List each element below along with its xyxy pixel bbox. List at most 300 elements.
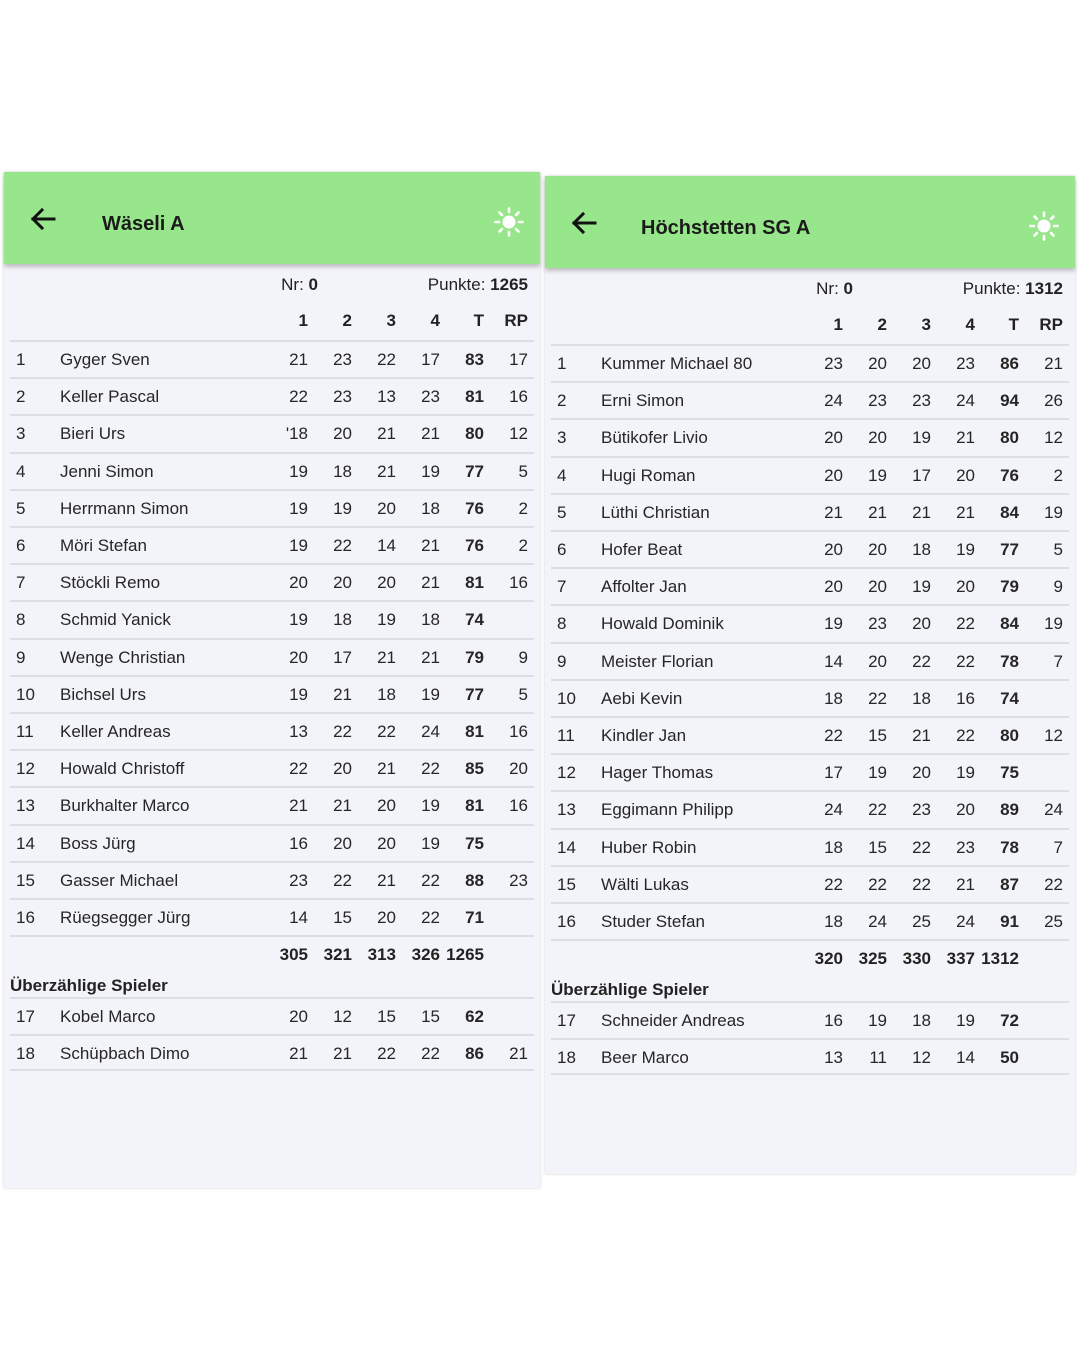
series-score: 22	[333, 536, 352, 555]
series-total: 305	[279, 945, 308, 965]
series-score: 19	[289, 684, 308, 704]
series-score: 23	[289, 870, 308, 890]
total-score: 76	[1000, 465, 1019, 485]
total-score: 83	[465, 350, 484, 369]
series-score: 21	[377, 461, 396, 481]
table-row[interactable]	[551, 456, 1069, 493]
player-name: Wälti Lukas	[601, 874, 689, 894]
series-score: 15	[377, 1007, 396, 1027]
nr-display	[281, 270, 318, 300]
rank-points: 21	[509, 1044, 528, 1064]
rank-points: 16	[509, 387, 528, 407]
series-total: 1312	[981, 949, 1019, 969]
series-score: 20	[868, 428, 887, 448]
series-total: 321	[323, 945, 352, 965]
player-rank: 4	[16, 461, 26, 481]
rank-points: 26	[1044, 391, 1063, 411]
series-score: 20	[377, 908, 396, 927]
rank-points: 9	[518, 647, 528, 667]
player-rank: 2	[557, 391, 567, 411]
series-score: 21	[421, 647, 440, 667]
player-rank: 13	[557, 800, 576, 820]
player-name: Keller Pascal	[60, 387, 160, 407]
series-score: 19	[868, 763, 887, 783]
player-rank: 7	[557, 577, 567, 597]
player-rank: 3	[557, 428, 567, 448]
table-row[interactable]	[551, 902, 1069, 939]
series-score: 19	[289, 461, 308, 481]
column-header: 1	[833, 315, 843, 334]
extra-players-heading: Überzählige Spieler	[551, 980, 709, 1000]
series-score: 25	[912, 912, 931, 931]
series-score: 18	[912, 1011, 931, 1031]
player-name: Bichsel Urs	[60, 684, 146, 704]
series-score: 18	[333, 461, 352, 481]
table-row[interactable]	[10, 563, 534, 600]
series-score: 20	[912, 354, 931, 373]
rank-points: 21	[1044, 354, 1063, 373]
series-score: 21	[377, 647, 396, 667]
series-score: 19	[377, 610, 396, 630]
series-score: 21	[912, 726, 931, 745]
table-row[interactable]	[551, 1038, 1069, 1075]
series-score: 18	[421, 498, 440, 518]
series-score: 20	[956, 465, 975, 485]
series-score: 24	[824, 800, 843, 820]
player-name: Boss Jürg	[60, 833, 136, 853]
series-score: 20	[868, 577, 887, 597]
series-score: 22	[377, 350, 396, 369]
back-arrow-icon[interactable]	[28, 204, 58, 234]
series-total: 337	[946, 949, 975, 969]
total-score: 81	[465, 573, 484, 593]
player-rank: 16	[557, 912, 576, 931]
series-score: 17	[333, 647, 352, 667]
team-panel-hoechstetten	[545, 176, 1075, 1174]
series-score: 19	[912, 577, 931, 597]
points-display	[428, 270, 528, 300]
column-header: 3	[921, 315, 931, 334]
series-score: 20	[333, 759, 352, 779]
player-rank: 15	[16, 870, 35, 890]
summary-header	[551, 274, 1069, 304]
player-name: Bütikofer Livio	[601, 428, 708, 448]
series-score: 24	[956, 912, 975, 931]
player-rank: 7	[16, 573, 26, 593]
nr-value: 0	[843, 279, 853, 298]
player-rank: 3	[16, 424, 26, 444]
team-panel-waeseli	[4, 172, 540, 1188]
player-name: Burkhalter Marco	[60, 796, 190, 816]
player-name: Gasser Michael	[60, 870, 179, 890]
nr-label: Nr:	[816, 279, 839, 298]
table-row[interactable]	[551, 828, 1069, 865]
series-score: 19	[868, 1011, 887, 1031]
player-name: Herrmann Simon	[60, 498, 189, 518]
series-score: 23	[868, 391, 887, 411]
player-rank: 12	[557, 763, 576, 783]
rank-points: 12	[1044, 726, 1063, 745]
series-score: 22	[289, 759, 308, 779]
player-rank: 15	[557, 874, 576, 894]
table-row[interactable]	[10, 712, 534, 749]
app-bar	[4, 172, 540, 264]
player-rank: 14	[557, 837, 576, 857]
series-score: 19	[912, 428, 931, 448]
series-score: 21	[421, 424, 440, 444]
player-rank: 9	[557, 651, 567, 671]
rank-points: 16	[509, 796, 528, 816]
total-score: 81	[465, 387, 484, 407]
total-score: 74	[465, 610, 484, 630]
rank-points: 2	[518, 536, 528, 555]
series-score: 14	[824, 651, 843, 671]
total-score: 77	[465, 684, 484, 704]
series-score: 21	[377, 759, 396, 779]
table-row[interactable]	[10, 1034, 534, 1071]
series-score: 22	[421, 908, 440, 927]
series-total: 320	[814, 949, 843, 969]
total-score: 84	[1000, 502, 1019, 522]
series-score: 24	[421, 722, 440, 741]
series-score: 23	[956, 354, 975, 373]
player-name: Huber Robin	[601, 837, 697, 857]
points-label: Punkte:	[427, 275, 486, 294]
player-name: Rüegsegger Jürg	[60, 908, 191, 927]
series-score: 18	[377, 684, 396, 704]
total-score: 80	[1000, 726, 1019, 745]
points-display	[963, 274, 1063, 304]
series-score: 17	[824, 763, 843, 783]
series-score: 19	[956, 763, 975, 783]
total-score: 77	[1000, 540, 1019, 559]
player-name: Schneider Andreas	[601, 1011, 745, 1031]
series-score: 22	[421, 759, 440, 779]
table-row[interactable]	[551, 381, 1069, 418]
table-row[interactable]	[10, 452, 534, 489]
total-score: 76	[465, 498, 484, 518]
rank-points: 22	[1044, 874, 1063, 894]
player-rank: 17	[16, 1007, 35, 1027]
series-score: 21	[824, 502, 843, 522]
table-row[interactable]	[551, 1001, 1069, 1038]
series-score: 21	[289, 1044, 308, 1064]
series-score: 20	[289, 647, 308, 667]
series-score: 18	[824, 837, 843, 857]
series-score: 19	[421, 684, 440, 704]
series-score: 23	[912, 800, 931, 820]
totals-row	[551, 939, 1069, 975]
column-headers	[551, 308, 1069, 342]
table-row[interactable]	[10, 824, 534, 861]
table-row[interactable]	[551, 753, 1069, 790]
table-row[interactable]	[10, 861, 534, 898]
series-score: 18	[421, 610, 440, 630]
player-rank: 8	[557, 614, 567, 634]
series-score: 14	[956, 1048, 975, 1068]
series-score: 20	[377, 833, 396, 853]
rank-points: 12	[509, 424, 528, 444]
total-score: 87	[1000, 874, 1019, 894]
series-score: 23	[868, 614, 887, 634]
player-name: Schüpbach Dimo	[60, 1044, 190, 1064]
table-row[interactable]	[551, 716, 1069, 753]
table-row[interactable]	[551, 530, 1069, 567]
series-score: 22	[956, 651, 975, 671]
column-header: 2	[342, 311, 352, 330]
total-score: 79	[1000, 577, 1019, 597]
table-row[interactable]	[551, 790, 1069, 827]
series-score: 17	[421, 350, 440, 369]
series-score: 21	[956, 874, 975, 894]
total-score: 94	[1000, 391, 1019, 411]
player-rank: 14	[16, 833, 35, 853]
series-score: 22	[868, 800, 887, 820]
table-row[interactable]	[551, 567, 1069, 604]
series-score: 20	[824, 577, 843, 597]
nr-display	[816, 274, 853, 304]
sun-icon[interactable]	[494, 207, 524, 237]
player-name: Meister Florian	[601, 651, 714, 671]
table-row[interactable]	[10, 414, 534, 451]
series-score: '18	[285, 424, 308, 444]
series-score: 21	[289, 796, 308, 816]
table-row[interactable]	[10, 340, 534, 377]
player-rank: 2	[16, 387, 26, 407]
summary-header	[10, 270, 534, 300]
series-score: 22	[289, 387, 308, 407]
series-score: 21	[421, 536, 440, 555]
series-score: 20	[824, 540, 843, 559]
table-row[interactable]	[551, 865, 1069, 902]
series-score: 21	[868, 502, 887, 522]
series-score: 19	[824, 614, 843, 634]
series-score: 22	[377, 722, 396, 741]
series-score: 16	[824, 1011, 843, 1031]
series-score: 21	[377, 870, 396, 890]
player-name: Wenge Christian	[60, 647, 186, 667]
series-score: 20	[868, 540, 887, 559]
rank-points: 24	[1044, 800, 1063, 820]
series-score: 22	[956, 614, 975, 634]
points-value: 1265	[490, 275, 528, 294]
player-name: Bieri Urs	[60, 424, 126, 444]
rank-points: 20	[509, 759, 528, 779]
player-name: Kobel Marco	[60, 1007, 156, 1027]
series-score: 16	[289, 833, 308, 853]
player-rank: 5	[557, 502, 567, 522]
series-score: 21	[377, 424, 396, 444]
column-header: T	[1008, 315, 1019, 334]
player-name: Erni Simon	[601, 391, 685, 411]
series-score: 14	[377, 536, 396, 555]
player-name: Beer Marco	[601, 1048, 689, 1068]
total-score: 62	[465, 1007, 484, 1027]
player-name: Studer Stefan	[601, 912, 705, 931]
player-name: Hager Thomas	[601, 763, 714, 783]
series-score: 22	[912, 874, 931, 894]
series-score: 21	[333, 796, 352, 816]
series-score: 12	[333, 1007, 352, 1027]
rank-points: 17	[509, 350, 528, 369]
series-score: 21	[956, 502, 975, 522]
table-row[interactable]	[551, 418, 1069, 455]
series-score: 18	[912, 688, 931, 708]
player-rank: 4	[557, 465, 567, 485]
table-row[interactable]	[10, 526, 534, 563]
series-score: 21	[289, 350, 308, 369]
series-score: 24	[956, 391, 975, 411]
series-score: 19	[289, 498, 308, 518]
table-row[interactable]	[551, 344, 1069, 381]
total-score: 74	[1000, 688, 1019, 708]
series-score: 19	[956, 1011, 975, 1031]
series-score: 20	[333, 833, 352, 853]
series-total: 330	[902, 949, 931, 969]
table-row[interactable]	[10, 997, 534, 1034]
series-score: 18	[824, 688, 843, 708]
player-name: Affolter Jan	[601, 577, 687, 597]
series-score: 22	[333, 870, 352, 890]
table-row[interactable]	[551, 604, 1069, 641]
column-header: 4	[430, 311, 440, 330]
rank-points: 5	[518, 684, 528, 704]
series-score: 21	[956, 428, 975, 448]
series-score: 20	[333, 573, 352, 593]
series-score: 24	[868, 912, 887, 931]
series-score: 20	[956, 800, 975, 820]
player-rank: 16	[16, 908, 35, 927]
sun-icon[interactable]	[1029, 211, 1059, 241]
series-score: 20	[824, 465, 843, 485]
series-score: 24	[824, 391, 843, 411]
points-label: Punkte:	[962, 279, 1021, 298]
rank-points: 5	[518, 461, 528, 481]
rank-points: 25	[1044, 912, 1063, 931]
back-arrow-icon[interactable]	[569, 208, 599, 238]
totals-row	[10, 935, 534, 971]
series-score: 21	[333, 1044, 352, 1064]
series-score: 20	[289, 573, 308, 593]
series-score: 22	[912, 837, 931, 857]
series-score: 22	[377, 1044, 396, 1064]
series-score: 15	[868, 726, 887, 745]
series-score: 20	[868, 651, 887, 671]
total-score: 79	[465, 647, 484, 667]
player-name: Möri Stefan	[60, 536, 147, 555]
series-score: 16	[956, 688, 975, 708]
column-header: 3	[386, 311, 396, 330]
column-header: RP	[504, 311, 528, 330]
rank-points: 19	[1044, 614, 1063, 634]
series-score: 20	[333, 424, 352, 444]
table-row[interactable]	[10, 600, 534, 637]
total-score: 85	[465, 759, 484, 779]
table-row[interactable]	[10, 675, 534, 712]
rank-points: 23	[509, 870, 528, 890]
player-rank: 6	[557, 540, 567, 559]
series-score: 21	[333, 684, 352, 704]
table-row[interactable]	[10, 898, 534, 935]
total-score: 89	[1000, 800, 1019, 820]
series-score: 17	[912, 465, 931, 485]
total-score: 78	[1000, 837, 1019, 857]
series-score: 19	[289, 536, 308, 555]
series-total: 325	[858, 949, 887, 969]
series-score: 23	[333, 350, 352, 369]
player-name: Stöckli Remo	[60, 573, 161, 593]
series-score: 18	[824, 912, 843, 931]
app-bar	[545, 176, 1075, 268]
player-rank: 8	[16, 610, 26, 630]
table-row[interactable]	[551, 642, 1069, 679]
player-name: Howald Christoff	[60, 759, 185, 779]
player-rank: 10	[557, 688, 576, 708]
total-score: 50	[1000, 1048, 1019, 1068]
table-row[interactable]	[551, 679, 1069, 716]
table-row[interactable]	[10, 786, 534, 823]
total-score: 80	[1000, 428, 1019, 448]
series-score: 19	[333, 498, 352, 518]
series-score: 22	[421, 870, 440, 890]
series-score: 23	[912, 391, 931, 411]
player-rank: 1	[16, 350, 26, 369]
series-score: 19	[289, 610, 308, 630]
series-score: 22	[868, 688, 887, 708]
series-score: 22	[868, 874, 887, 894]
table-row[interactable]	[551, 493, 1069, 530]
player-rank: 11	[557, 726, 575, 745]
player-rank: 12	[16, 759, 35, 779]
table-row[interactable]	[10, 377, 534, 414]
series-score: 11	[869, 1048, 887, 1068]
series-score: 23	[421, 387, 440, 407]
series-score: 19	[421, 796, 440, 816]
player-rank: 13	[16, 796, 35, 816]
series-score: 20	[377, 573, 396, 593]
series-score: 23	[956, 837, 975, 857]
total-score: 86	[1000, 354, 1019, 373]
series-score: 21	[912, 502, 931, 522]
rank-points: 19	[1044, 502, 1063, 522]
total-score: 71	[465, 908, 484, 927]
player-name: Hofer Beat	[601, 540, 683, 559]
series-score: 19	[421, 461, 440, 481]
total-score: 84	[1000, 614, 1019, 634]
series-score: 22	[421, 1044, 440, 1064]
player-name: Hugi Roman	[601, 465, 696, 485]
series-total: 313	[367, 945, 396, 965]
points-value: 1312	[1025, 279, 1063, 298]
total-score: 80	[465, 424, 484, 444]
rank-points: 7	[1053, 651, 1063, 671]
total-score: 75	[465, 833, 484, 853]
player-name: Jenni Simon	[60, 461, 154, 481]
total-score: 91	[1000, 912, 1019, 931]
series-score: 14	[289, 908, 308, 927]
total-score: 76	[465, 536, 484, 555]
series-score: 23	[824, 354, 843, 373]
column-header: 1	[298, 311, 308, 330]
table-row[interactable]	[10, 749, 534, 786]
series-score: 20	[377, 498, 396, 518]
table-row[interactable]	[10, 638, 534, 675]
player-rank: 6	[16, 536, 26, 555]
series-score: 22	[824, 726, 843, 745]
rank-points: 12	[1044, 428, 1063, 448]
table-row[interactable]	[10, 489, 534, 526]
total-score: 86	[465, 1044, 484, 1064]
